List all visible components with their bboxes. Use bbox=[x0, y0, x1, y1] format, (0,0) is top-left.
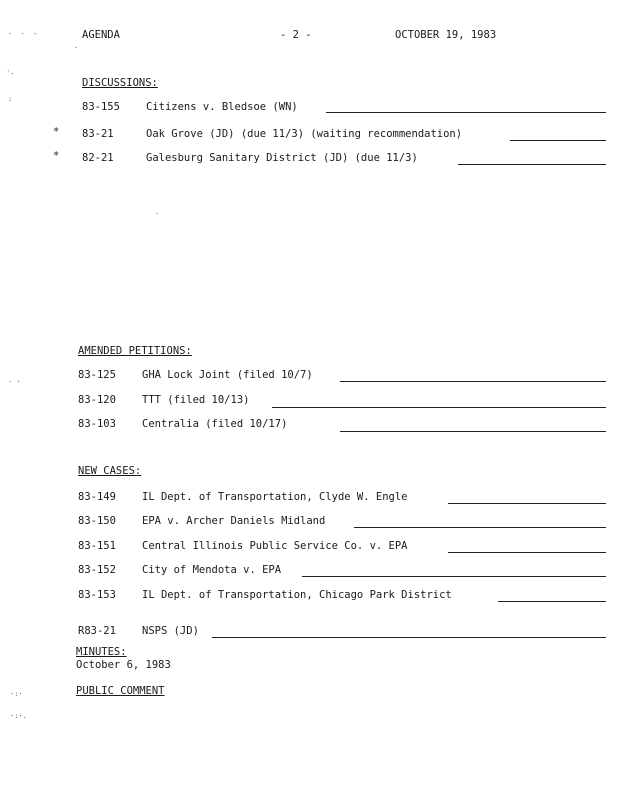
case-number: 83-103 bbox=[78, 418, 116, 430]
amended-petitions-heading: AMENDED PETITIONS: bbox=[78, 345, 192, 357]
case-title: City of Mendota v. EPA bbox=[142, 564, 282, 576]
discussions-heading: DISCUSSIONS: bbox=[82, 77, 158, 89]
signature-line bbox=[448, 552, 606, 553]
scan-mark: ·:· bbox=[10, 690, 23, 698]
case-title: IL Dept. of Transportation, Chicago Park District bbox=[142, 589, 452, 601]
case-number: 83-120 bbox=[78, 394, 116, 406]
scan-mark: · bbox=[155, 210, 160, 218]
priority-marker: * bbox=[53, 126, 60, 138]
signature-line bbox=[326, 112, 606, 113]
signature-line bbox=[354, 527, 606, 528]
case-number: 83-152 bbox=[78, 564, 116, 576]
case-title: Centralia (filed 10/17) bbox=[142, 418, 288, 430]
case-number: 83-21 bbox=[82, 128, 114, 140]
scan-mark: · · bbox=[8, 378, 21, 386]
header-date: OCTOBER 19, 1983 bbox=[395, 29, 497, 41]
case-number: 82-21 bbox=[82, 152, 114, 164]
minutes-heading: MINUTES: bbox=[76, 646, 127, 658]
case-number: 83-155 bbox=[82, 101, 120, 113]
header-left: AGENDA bbox=[82, 29, 120, 41]
signature-line bbox=[340, 381, 606, 382]
signature-line bbox=[340, 431, 606, 432]
case-title: TTT (filed 10/13) bbox=[142, 394, 250, 406]
signature-line bbox=[448, 503, 606, 504]
signature-line bbox=[212, 637, 606, 638]
scan-mark: : bbox=[8, 95, 13, 103]
case-number: 83-149 bbox=[78, 491, 116, 503]
case-title: Oak Grove (JD) (due 11/3) (waiting recommendation) bbox=[146, 128, 463, 140]
signature-line bbox=[510, 140, 606, 141]
case-number: 83-151 bbox=[78, 540, 116, 552]
case-title: Central Illinois Public Service Co. v. EPA bbox=[142, 540, 408, 552]
case-number: 83-150 bbox=[78, 515, 116, 527]
scan-mark: · bbox=[74, 44, 79, 52]
new-cases-heading: NEW CASES: bbox=[78, 465, 142, 477]
case-title: GHA Lock Joint (filed 10/7) bbox=[142, 369, 313, 381]
case-title: IL Dept. of Transportation, Clyde W. Engle bbox=[142, 491, 408, 503]
case-title: NSPS (JD) bbox=[142, 625, 199, 637]
signature-line bbox=[458, 164, 606, 165]
signature-line bbox=[272, 407, 606, 408]
minutes-date: October 6, 1983 bbox=[76, 659, 171, 671]
case-number: 83-125 bbox=[78, 369, 116, 381]
case-title: Galesburg Sanitary District (JD) (due 11/3) bbox=[146, 152, 418, 164]
case-number: 83-153 bbox=[78, 589, 116, 601]
signature-line bbox=[302, 576, 606, 577]
case-title: EPA v. Archer Daniels Midland bbox=[142, 515, 326, 527]
scan-mark: · · - bbox=[8, 30, 38, 38]
public-comment-heading: PUBLIC COMMENT bbox=[76, 685, 165, 697]
case-number: R83-21 bbox=[78, 625, 116, 637]
scan-mark: ´· bbox=[6, 70, 15, 78]
page-number: - 2 - bbox=[280, 29, 312, 41]
priority-marker: * bbox=[53, 150, 60, 162]
signature-line bbox=[498, 601, 606, 602]
scan-mark: ·:·. bbox=[10, 712, 27, 720]
case-title: Citizens v. Bledsoe (WN) bbox=[146, 101, 298, 113]
